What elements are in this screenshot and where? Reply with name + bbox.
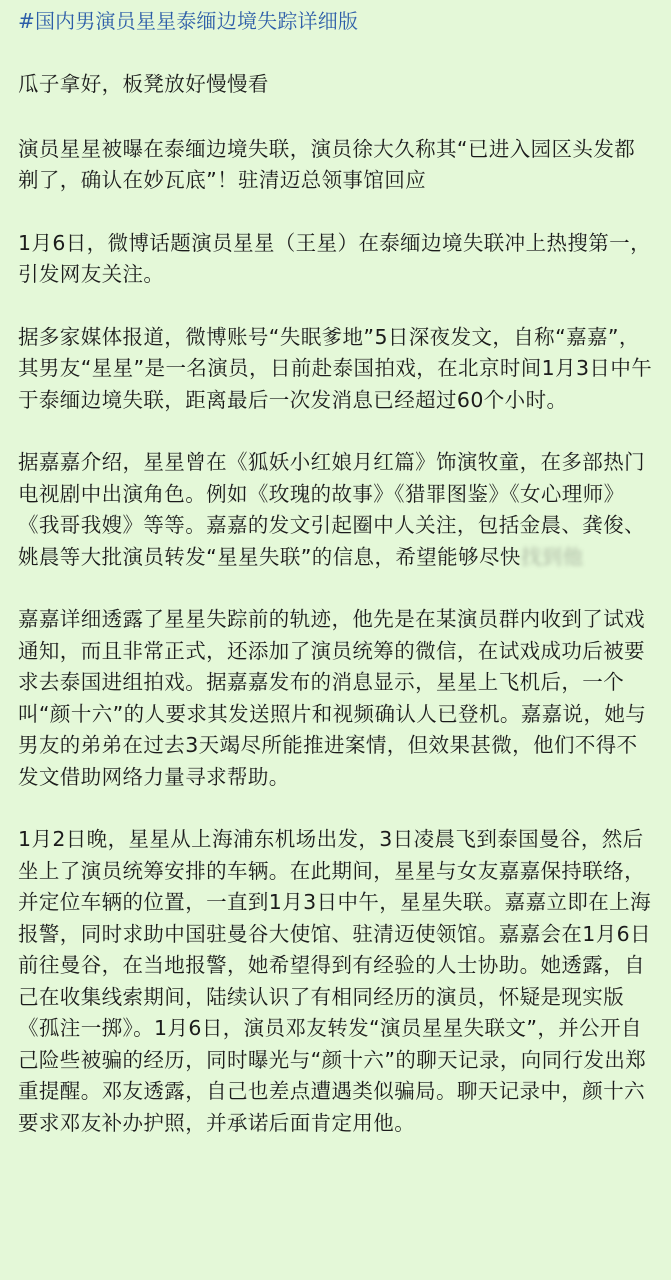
- hashtag-link[interactable]: #国内男演员星星泰缅边境失踪详细版: [18, 9, 359, 33]
- paragraph-intro: 瓜子拿好，板凳放好慢慢看: [18, 72, 269, 96]
- paragraph-headline: 演员星星被曝在泰缅边境失联，演员徐大久称其“已进入园区头发都剃了，确认在妙瓦底”！驻清迈总领事馆回应: [18, 136, 636, 192]
- paragraph-details: 1月2日晚，星星从上海浦东机场出发，3日凌晨飞到泰国曼谷，然后坐上了演员统筹安排的车辆。在此期间，星星与女友嘉嘉保持联络，并定位车辆的位置，一直到1月3日中午，星星失联。嘉嘉立即在上海报警，同时求助中国驻曼谷大使馆、驻清迈使领馆。嘉嘉会在1月6日前往曼谷，在当地报警，她希望得到有经验的人士协助。她透露，自己在收集线索期间，陆续认识了有相同经历的演员，怀疑是现实版《孤注一掷》。1月6日，演员邓友转发“演员星星失联文”，并公开自己险些被骗的经历，同时曝光与“颜十六”的聊天记录，向同行发出郑重提醒。邓友透露，自己也差点遭遇类似骗局。聊天记录中，颜十六要求邓友补办护照，并承诺后面肯定用他。: [18, 827, 651, 1135]
- paragraph-report: 据多家媒体报道，微博账号“失眠爹地”5日深夜发文，自称“嘉嘉”，其男友“星星”是一名演员，日前赴泰国拍戏，在北京时间1月3日中午于泰缅边境失联，距离最后一次发消息已经超过60个小时。: [18, 324, 653, 412]
- paragraph-trending: 1月6日，微博话题演员星星（王星）在泰缅边境失联冲上热搜第一，引发网友关注。: [18, 230, 651, 286]
- paragraph-timeline: 嘉嘉详细透露了星星失踪前的轨迹，他先是在某演员群内收到了试戏通知，而且非常正式，还添加了演员统筹的微信，在试戏成功后被要求去泰国进组拍戏。据嘉嘉发布的消息显示，星星上飞机后，一个叫“颜十六”的人要求其发送照片和视频确认人已登机。嘉嘉说，她与男友的弟弟在过去3天竭尽所能推进案情，但效果甚微，他们不得不发文借助网络力量寻求帮助。: [18, 607, 647, 789]
- paragraph-background-text: 据嘉嘉介绍，星星曾在《狐妖小红娘月红篇》饰演牧童，在多部热门电视剧中出演角色。例如《玫瑰的故事》《猎罪图鉴》《女心理师》《我哥我嫂》等等。嘉嘉的发文引起圈中人关注，包括金晨、龚俊、姚晨等大批演员转发“星星失联”的信息，希望能够尽快: [18, 450, 645, 569]
- obscured-text: 找到他: [520, 544, 584, 569]
- paragraph-background: [18, 447, 653, 573]
